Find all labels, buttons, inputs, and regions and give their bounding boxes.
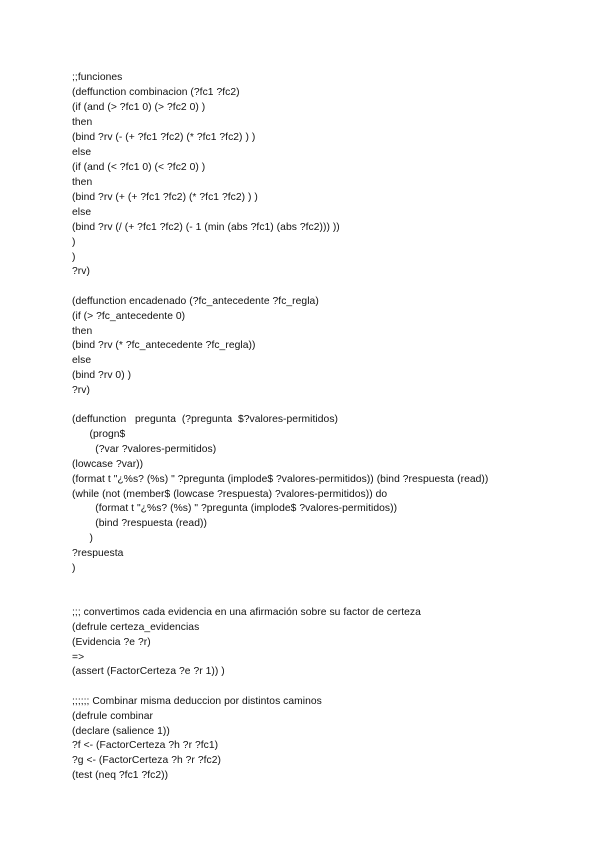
code-line: (deffunction pregunta (?pregunta $?valores-permitidos) [72, 414, 339, 425]
code-line: (bind ?rv (* ?fc_antecedente ?fc_regla)) [72, 340, 256, 351]
code-line: (while (not (member$ (lowcase ?respuesta) ?valores-permitidos)) do [72, 489, 388, 500]
code-line: (deffunction combinacion (?fc1 ?fc2) [72, 87, 240, 98]
code-line: (if (and (< ?fc1 0) (< ?fc2 0) ) [72, 162, 206, 173]
code-line: (bind ?rv (+ (+ ?fc1 ?fc2) (* ?fc1 ?fc2) ) ) [72, 192, 258, 203]
code-line: ;;funciones [72, 72, 123, 83]
code-line: then [72, 326, 93, 337]
code-line: (format t "¿%s? (%s) " ?pregunta (implode$ ?valores-permitidos)) (bind ?respuesta (read)) [72, 474, 489, 485]
code-line: (bind ?respuesta (read)) [72, 518, 207, 529]
code-line: (progn$ [72, 429, 126, 440]
code-line: else [72, 355, 92, 366]
code-line: then [72, 117, 93, 128]
code-line: (bind ?rv (/ (+ ?fc1 ?fc2) (- 1 (min (abs ?fc1) (abs ?fc2))) )) [72, 222, 340, 233]
code-line: ?rv) [72, 266, 90, 277]
code-line: (if (and (> ?fc1 0) (> ?fc2 0) ) [72, 102, 206, 113]
code-line: then [72, 177, 93, 188]
code-line: (bind ?rv 0) ) [72, 370, 132, 381]
code-line: ?g <- (FactorCerteza ?h ?r ?fc2) [72, 755, 221, 766]
code-line: (bind ?rv (- (+ ?fc1 ?fc2) (* ?fc1 ?fc2) ) ) [72, 132, 256, 143]
code-line: => [72, 652, 85, 663]
code-line: else [72, 147, 92, 158]
code-line: ) [72, 533, 93, 544]
code-line: ;;;;;; Combinar misma deduccion por distintos caminos [72, 696, 322, 707]
code-line: (defrule combinar [72, 711, 153, 722]
code-line: (format t "¿%s? (%s) " ?pregunta (implode$ ?valores-permitidos)) [72, 503, 398, 514]
code-line: (?var ?valores-permitidos) [72, 444, 217, 455]
code-line: (if (> ?fc_antecedente 0) [72, 311, 186, 322]
code-line: (defrule certeza_evidencias [72, 622, 200, 633]
code-line: ?respuesta [72, 548, 124, 559]
code-line: ?f <- (FactorCerteza ?h ?r ?fc1) [72, 740, 219, 751]
code-line: ;;; convertimos cada evidencia en una afirmación sobre su factor de certeza [72, 607, 421, 618]
code-line: (test (neq ?fc1 ?fc2)) [72, 770, 169, 781]
code-line: ?rv) [72, 385, 90, 396]
code-line: (declare (salience 1)) [72, 726, 170, 737]
code-line: (deffunction encadenado (?fc_antecedente ?fc_regla) [72, 296, 319, 307]
code-line: ) [72, 237, 76, 248]
code-line: ) [72, 563, 76, 574]
code-line: (Evidencia ?e ?r) [72, 637, 151, 648]
code-line: (lowcase ?var)) [72, 459, 144, 470]
code-line: else [72, 207, 92, 218]
code-line: ) [72, 252, 76, 263]
code-line: (assert (FactorCerteza ?e ?r 1)) ) [72, 666, 225, 677]
